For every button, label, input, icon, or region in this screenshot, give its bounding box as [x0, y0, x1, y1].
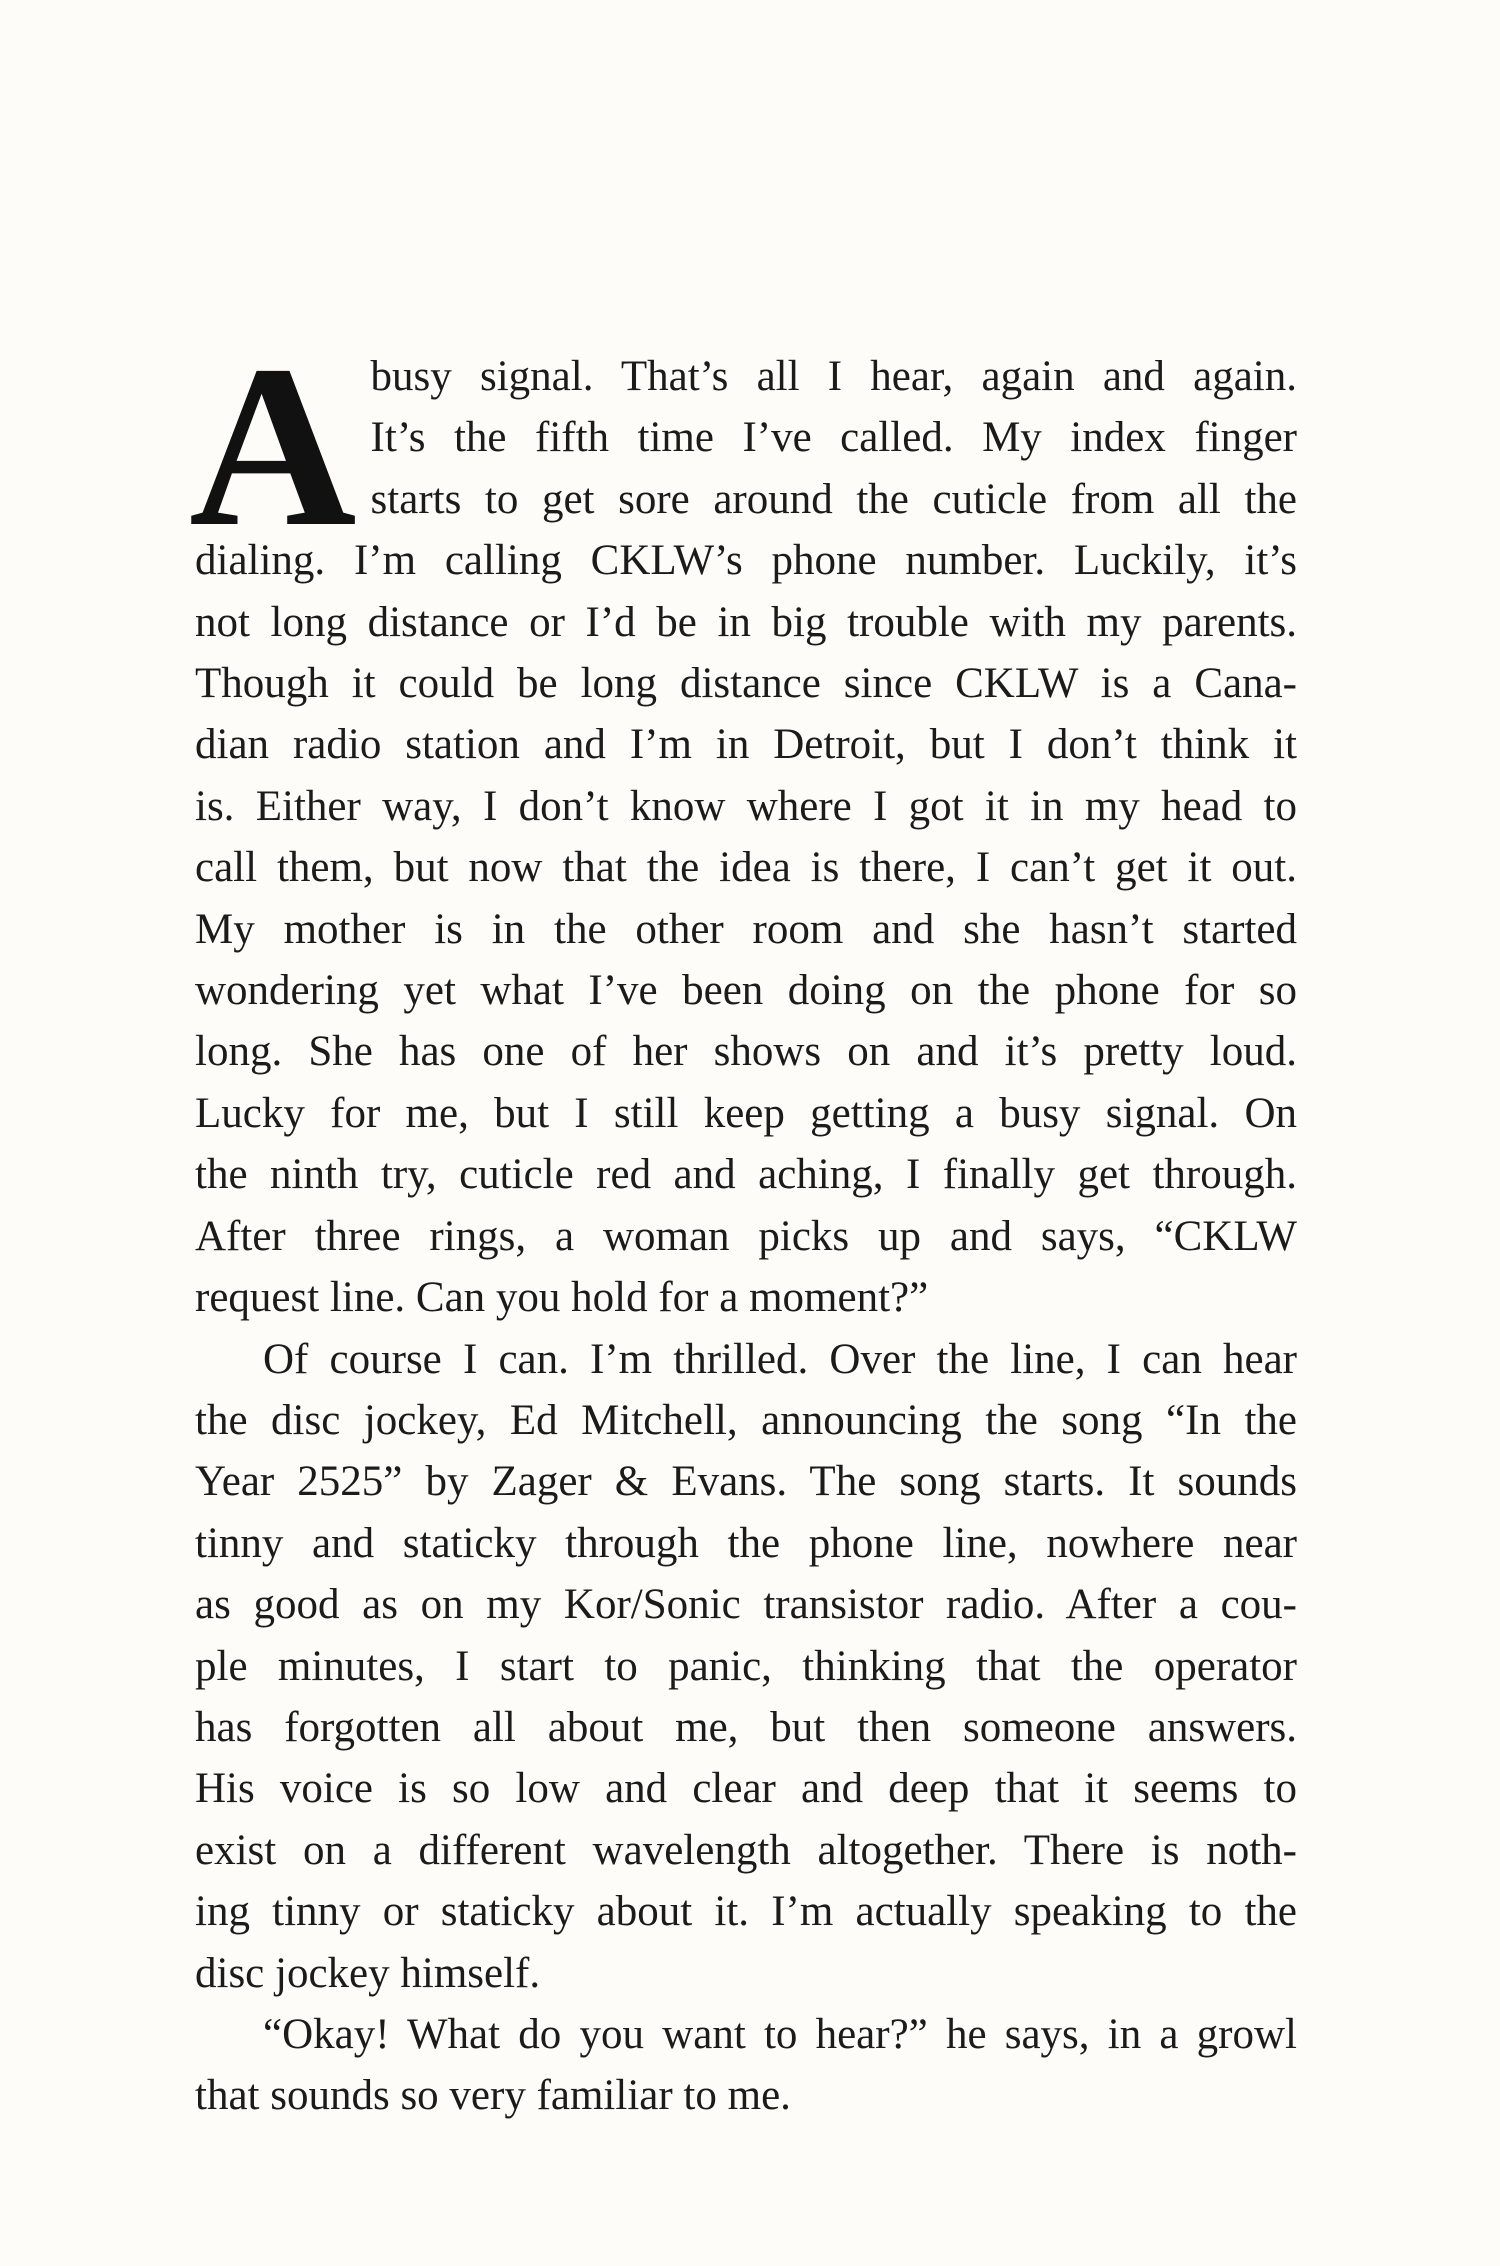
- paragraph-3: [195, 2004, 1297, 2127]
- text-line: tinny and staticky through the phone line, nowhere near: [195, 1519, 1297, 1567]
- text-line: Though it could be long distance since CKLW is a Cana-: [195, 660, 1297, 708]
- text-line: Lucky for me, but I still keep getting a busy signal. On: [195, 1089, 1297, 1137]
- text-line: request line. Can you hold for a moment?”: [195, 1274, 929, 1322]
- text-line: the disc jockey, Ed Mitchell, announcing the song “In the: [195, 1396, 1297, 1444]
- drop-cap: A: [189, 318, 357, 575]
- text-line: starts to get sore around the cuticle from all the: [370, 475, 1297, 523]
- text-line: call them, but now that the idea is there, I can’t get it out.: [195, 844, 1297, 892]
- text-line: After three rings, a woman picks up and says, “CKLW: [195, 1212, 1297, 1260]
- text-line: is. Either way, I don’t know where I got it in my head to: [195, 782, 1297, 830]
- text-line: His voice is so low and clear and deep that it seems to: [195, 1765, 1297, 1813]
- text-line: not long distance or I’d be in big trouble with my parents.: [195, 598, 1297, 646]
- text-line: dian radio station and I’m in Detroit, but I don’t think it: [195, 721, 1297, 769]
- text-line: exist on a different wavelength altogether. There is noth-: [195, 1826, 1297, 1874]
- text-line: that sounds so very familiar to me.: [195, 2072, 791, 2120]
- text-line: ing tinny or staticky about it. I’m actually speaking to the: [195, 1888, 1297, 1936]
- text-line: busy signal. That’s all I hear, again and again.: [370, 353, 1297, 400]
- text-line: long. She has one of her shows on and it’s pretty loud.: [195, 1028, 1297, 1076]
- text-line: as good as on my Kor/Sonic transistor radio. After a cou-: [195, 1581, 1297, 1629]
- paragraph-1: [189, 318, 1297, 1329]
- text-line: ple minutes, I start to panic, thinking that the operator: [195, 1642, 1297, 1690]
- paragraph-2: [195, 1329, 1297, 2004]
- text-line: wondering yet what I’ve been doing on the phone for so: [195, 967, 1297, 1015]
- text-line: has forgotten all about me, but then someone answers.: [195, 1703, 1297, 1751]
- text-line: It’s the fifth time I’ve called. My index finger: [370, 414, 1297, 462]
- text-line: disc jockey himself.: [195, 1949, 541, 1997]
- text-line: Of course I can. I’m thrilled. Over the line, I can hear: [263, 1335, 1297, 1383]
- text-line: My mother is in the other room and she hasn’t started: [195, 905, 1297, 953]
- text-line: dialing. I’m calling CKLW’s phone number. Luckily, it’s: [195, 537, 1297, 585]
- body-text: [189, 318, 1297, 2127]
- text-line: the ninth try, cuticle red and aching, I finally get through.: [195, 1151, 1297, 1199]
- text-line: “Okay! What do you want to hear?” he says, in a growl: [263, 2010, 1297, 2058]
- text-line: Year 2525” by Zager & Evans. The song starts. It sounds: [195, 1458, 1297, 1506]
